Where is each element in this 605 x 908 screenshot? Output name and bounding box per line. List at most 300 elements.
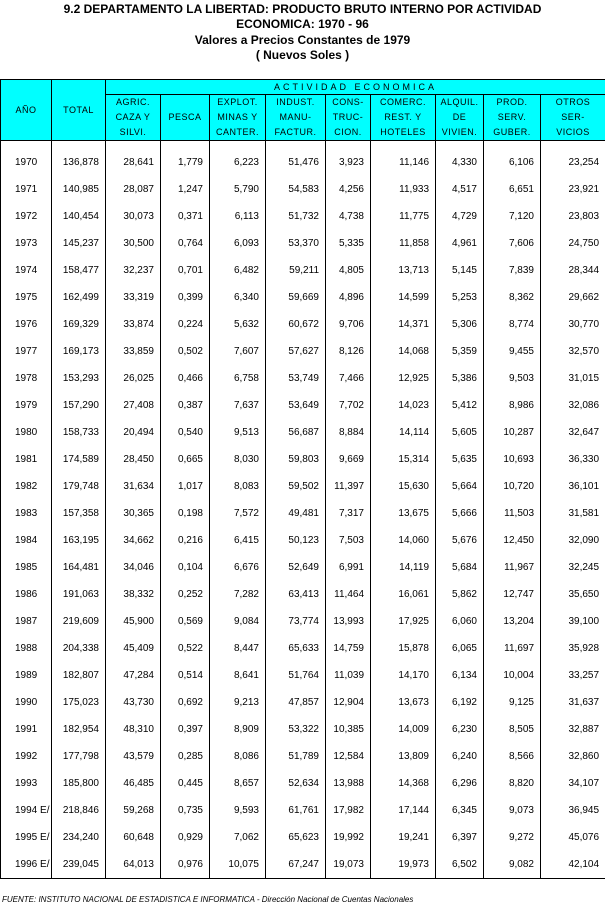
value-cell: 11,697 bbox=[484, 635, 541, 662]
value-cell: 0,252 bbox=[161, 581, 210, 608]
value-cell: 1,017 bbox=[161, 473, 210, 500]
value-cell: 6,093 bbox=[210, 230, 266, 257]
value-cell: 34,662 bbox=[106, 527, 161, 554]
value-cell: 54,583 bbox=[266, 176, 326, 203]
value-cell: 23,803 bbox=[541, 203, 605, 230]
value-cell: 36,101 bbox=[541, 473, 605, 500]
value-cell: 5,306 bbox=[436, 311, 484, 338]
value-cell: 5,666 bbox=[436, 500, 484, 527]
value-cell: 5,684 bbox=[436, 554, 484, 581]
value-cell: 63,413 bbox=[266, 581, 326, 608]
value-cell: 8,566 bbox=[484, 743, 541, 770]
spacer-cell bbox=[484, 141, 541, 150]
year-cell: 1970 bbox=[1, 149, 52, 176]
year-cell: 1975 bbox=[1, 284, 52, 311]
value-cell: 51,789 bbox=[266, 743, 326, 770]
value-cell: 182,954 bbox=[52, 716, 106, 743]
value-cell: 53,370 bbox=[266, 230, 326, 257]
value-cell: 14,119 bbox=[371, 554, 436, 581]
table-row bbox=[1, 689, 605, 716]
value-cell: 52,649 bbox=[266, 554, 326, 581]
value-cell: 11,464 bbox=[326, 581, 371, 608]
header-column-line: OTROS bbox=[555, 97, 591, 107]
value-cell: 136,878 bbox=[52, 149, 106, 176]
value-cell: 32,860 bbox=[541, 743, 605, 770]
value-cell: 28,087 bbox=[106, 176, 161, 203]
value-cell: 8,362 bbox=[484, 284, 541, 311]
header-column-line: MANU- bbox=[279, 112, 312, 122]
value-cell: 5,664 bbox=[436, 473, 484, 500]
table-row bbox=[1, 311, 605, 338]
value-cell: 13,675 bbox=[371, 500, 436, 527]
year-cell: 1995 E/ bbox=[1, 824, 52, 851]
value-cell: 9,125 bbox=[484, 689, 541, 716]
value-cell: 12,904 bbox=[326, 689, 371, 716]
value-cell: 4,805 bbox=[326, 257, 371, 284]
value-cell: 11,858 bbox=[371, 230, 436, 257]
header-column-line: PROD. bbox=[496, 97, 528, 107]
value-cell: 191,063 bbox=[52, 581, 106, 608]
value-cell: 8,641 bbox=[210, 662, 266, 689]
value-cell: 7,282 bbox=[210, 581, 266, 608]
value-cell: 0,387 bbox=[161, 392, 210, 419]
value-cell: 6,651 bbox=[484, 176, 541, 203]
value-cell: 0,224 bbox=[161, 311, 210, 338]
year-cell: 1996 E/ bbox=[1, 851, 52, 879]
value-cell: 9,213 bbox=[210, 689, 266, 716]
value-cell: 157,290 bbox=[52, 392, 106, 419]
value-cell: 59,502 bbox=[266, 473, 326, 500]
value-cell: 6,676 bbox=[210, 554, 266, 581]
value-cell: 31,015 bbox=[541, 365, 605, 392]
value-cell: 6,106 bbox=[484, 149, 541, 176]
value-cell: 1,247 bbox=[161, 176, 210, 203]
value-cell: 32,237 bbox=[106, 257, 161, 284]
value-cell: 8,909 bbox=[210, 716, 266, 743]
spacer-cell bbox=[106, 141, 161, 150]
value-cell: 11,967 bbox=[484, 554, 541, 581]
value-cell: 10,004 bbox=[484, 662, 541, 689]
value-cell: 153,293 bbox=[52, 365, 106, 392]
value-cell: 0,285 bbox=[161, 743, 210, 770]
table-row bbox=[1, 824, 605, 851]
value-cell: 51,476 bbox=[266, 149, 326, 176]
value-cell: 6,296 bbox=[436, 770, 484, 797]
value-cell: 0,466 bbox=[161, 365, 210, 392]
value-cell: 9,706 bbox=[326, 311, 371, 338]
spacer-cell bbox=[541, 141, 605, 150]
year-cell: 1980 bbox=[1, 419, 52, 446]
value-cell: 182,807 bbox=[52, 662, 106, 689]
table-row bbox=[1, 473, 605, 500]
table-row bbox=[1, 176, 605, 203]
value-cell: 6,991 bbox=[326, 554, 371, 581]
value-cell: 32,887 bbox=[541, 716, 605, 743]
spacer-cell bbox=[161, 141, 210, 150]
value-cell: 4,517 bbox=[436, 176, 484, 203]
value-cell: 23,921 bbox=[541, 176, 605, 203]
value-cell: 43,579 bbox=[106, 743, 161, 770]
value-cell: 8,820 bbox=[484, 770, 541, 797]
value-cell: 8,126 bbox=[326, 338, 371, 365]
value-cell: 11,775 bbox=[371, 203, 436, 230]
table-row bbox=[1, 716, 605, 743]
header-column-line: PESCA bbox=[168, 112, 202, 122]
value-cell: 23,254 bbox=[541, 149, 605, 176]
value-cell: 5,676 bbox=[436, 527, 484, 554]
year-cell: 1983 bbox=[1, 500, 52, 527]
year-cell: 1974 bbox=[1, 257, 52, 284]
header-year: AÑO bbox=[1, 80, 52, 141]
table-body bbox=[1, 141, 605, 879]
value-cell: 43,730 bbox=[106, 689, 161, 716]
year-cell: 1985 bbox=[1, 554, 52, 581]
value-cell: 28,641 bbox=[106, 149, 161, 176]
value-cell: 177,798 bbox=[52, 743, 106, 770]
table-subtitle: Valores a Precios Constantes de 1979 bbox=[194, 33, 411, 47]
value-cell: 7,839 bbox=[484, 257, 541, 284]
value-cell: 5,253 bbox=[436, 284, 484, 311]
header-activity-column bbox=[106, 95, 161, 141]
value-cell: 73,774 bbox=[266, 608, 326, 635]
header-column-line: ALQUIL. bbox=[440, 97, 479, 107]
value-cell: 51,732 bbox=[266, 203, 326, 230]
value-cell: 14,023 bbox=[371, 392, 436, 419]
value-cell: 0,502 bbox=[161, 338, 210, 365]
value-cell: 51,764 bbox=[266, 662, 326, 689]
value-cell: 13,713 bbox=[371, 257, 436, 284]
value-cell: 11,503 bbox=[484, 500, 541, 527]
value-cell: 14,368 bbox=[371, 770, 436, 797]
value-cell: 0,198 bbox=[161, 500, 210, 527]
header-column-line: SER- bbox=[561, 112, 585, 122]
value-cell: 5,635 bbox=[436, 446, 484, 473]
value-cell: 234,240 bbox=[52, 824, 106, 851]
header-activity-column bbox=[210, 95, 266, 141]
year-cell: 1977 bbox=[1, 338, 52, 365]
header-column-line: SILVI. bbox=[119, 127, 147, 137]
value-cell: 0,397 bbox=[161, 716, 210, 743]
header-column-line: INDUST. bbox=[276, 97, 315, 107]
value-cell: 5,862 bbox=[436, 581, 484, 608]
value-cell: 24,750 bbox=[541, 230, 605, 257]
header-column-line: HOTELES bbox=[380, 127, 426, 137]
value-cell: 6,240 bbox=[436, 743, 484, 770]
value-cell: 47,857 bbox=[266, 689, 326, 716]
value-cell: 6,340 bbox=[210, 284, 266, 311]
value-cell: 8,447 bbox=[210, 635, 266, 662]
table-row bbox=[1, 851, 605, 879]
value-cell: 33,859 bbox=[106, 338, 161, 365]
spacer-cell bbox=[266, 141, 326, 150]
value-cell: 0,701 bbox=[161, 257, 210, 284]
value-cell: 30,770 bbox=[541, 311, 605, 338]
value-cell: 158,733 bbox=[52, 419, 106, 446]
value-cell: 5,386 bbox=[436, 365, 484, 392]
table-row bbox=[1, 203, 605, 230]
value-cell: 59,268 bbox=[106, 797, 161, 824]
value-cell: 3,923 bbox=[326, 149, 371, 176]
table-row bbox=[1, 743, 605, 770]
value-cell: 13,809 bbox=[371, 743, 436, 770]
value-cell: 6,397 bbox=[436, 824, 484, 851]
value-cell: 14,759 bbox=[326, 635, 371, 662]
value-cell: 14,371 bbox=[371, 311, 436, 338]
value-cell: 11,933 bbox=[371, 176, 436, 203]
value-cell: 30,365 bbox=[106, 500, 161, 527]
table-row bbox=[1, 419, 605, 446]
value-cell: 32,647 bbox=[541, 419, 605, 446]
value-cell: 8,884 bbox=[326, 419, 371, 446]
header-column-line: CAZA Y bbox=[115, 112, 151, 122]
header-column-line: TRUC- bbox=[332, 112, 364, 122]
table-row bbox=[1, 257, 605, 284]
value-cell: 30,073 bbox=[106, 203, 161, 230]
value-cell: 0,929 bbox=[161, 824, 210, 851]
header-activity-column bbox=[484, 95, 541, 141]
header-activity-column bbox=[266, 95, 326, 141]
spacer-cell bbox=[436, 141, 484, 150]
value-cell: 64,013 bbox=[106, 851, 161, 879]
year-cell: 1993 bbox=[1, 770, 52, 797]
value-cell: 5,359 bbox=[436, 338, 484, 365]
value-cell: 7,466 bbox=[326, 365, 371, 392]
value-cell: 65,633 bbox=[266, 635, 326, 662]
table-row bbox=[1, 662, 605, 689]
value-cell: 218,846 bbox=[52, 797, 106, 824]
value-cell: 19,241 bbox=[371, 824, 436, 851]
year-cell: 1976 bbox=[1, 311, 52, 338]
header-activity-column bbox=[326, 95, 371, 141]
header-column-line: VIVIEN. bbox=[441, 127, 478, 137]
value-cell: 0,522 bbox=[161, 635, 210, 662]
value-cell: 53,749 bbox=[266, 365, 326, 392]
value-cell: 13,988 bbox=[326, 770, 371, 797]
spacer-cell bbox=[52, 141, 106, 150]
value-cell: 17,925 bbox=[371, 608, 436, 635]
value-cell: 38,332 bbox=[106, 581, 161, 608]
year-cell: 1978 bbox=[1, 365, 52, 392]
header-column-line: FACTUR. bbox=[274, 127, 317, 137]
value-cell: 9,455 bbox=[484, 338, 541, 365]
value-cell: 19,973 bbox=[371, 851, 436, 879]
value-cell: 53,322 bbox=[266, 716, 326, 743]
value-cell: 0,104 bbox=[161, 554, 210, 581]
value-cell: 6,060 bbox=[436, 608, 484, 635]
value-cell: 7,607 bbox=[210, 338, 266, 365]
year-cell: 1991 bbox=[1, 716, 52, 743]
value-cell: 6,113 bbox=[210, 203, 266, 230]
value-cell: 7,120 bbox=[484, 203, 541, 230]
value-cell: 45,900 bbox=[106, 608, 161, 635]
table-row bbox=[1, 554, 605, 581]
value-cell: 16,061 bbox=[371, 581, 436, 608]
year-cell: 1987 bbox=[1, 608, 52, 635]
table-row bbox=[1, 635, 605, 662]
value-cell: 7,702 bbox=[326, 392, 371, 419]
value-cell: 53,649 bbox=[266, 392, 326, 419]
value-cell: 7,062 bbox=[210, 824, 266, 851]
year-cell: 1990 bbox=[1, 689, 52, 716]
table-row bbox=[1, 392, 605, 419]
value-cell: 5,632 bbox=[210, 311, 266, 338]
value-cell: 5,790 bbox=[210, 176, 266, 203]
value-cell: 59,803 bbox=[266, 446, 326, 473]
value-cell: 6,502 bbox=[436, 851, 484, 879]
value-cell: 162,499 bbox=[52, 284, 106, 311]
table-row bbox=[1, 527, 605, 554]
header-activity-column bbox=[436, 95, 484, 141]
value-cell: 28,450 bbox=[106, 446, 161, 473]
value-cell: 12,450 bbox=[484, 527, 541, 554]
value-cell: 42,104 bbox=[541, 851, 605, 879]
value-cell: 10,720 bbox=[484, 473, 541, 500]
value-cell: 36,330 bbox=[541, 446, 605, 473]
table-row bbox=[1, 500, 605, 527]
value-cell: 9,084 bbox=[210, 608, 266, 635]
value-cell: 5,145 bbox=[436, 257, 484, 284]
header-column-line: SERV. bbox=[497, 112, 527, 122]
value-cell: 7,637 bbox=[210, 392, 266, 419]
value-cell: 8,086 bbox=[210, 743, 266, 770]
value-cell: 67,247 bbox=[266, 851, 326, 879]
value-cell: 6,065 bbox=[436, 635, 484, 662]
value-cell: 12,584 bbox=[326, 743, 371, 770]
value-cell: 4,729 bbox=[436, 203, 484, 230]
value-cell: 6,192 bbox=[436, 689, 484, 716]
value-cell: 14,599 bbox=[371, 284, 436, 311]
value-cell: 12,747 bbox=[484, 581, 541, 608]
value-cell: 0,399 bbox=[161, 284, 210, 311]
value-cell: 8,986 bbox=[484, 392, 541, 419]
value-cell: 9,593 bbox=[210, 797, 266, 824]
value-cell: 39,100 bbox=[541, 608, 605, 635]
header-activity-column bbox=[371, 95, 436, 141]
header-activity-group: ACTIVIDAD ECONOMICA bbox=[106, 80, 605, 95]
year-cell: 1986 bbox=[1, 581, 52, 608]
value-cell: 45,076 bbox=[541, 824, 605, 851]
value-cell: 6,134 bbox=[436, 662, 484, 689]
header-column-line: CION. bbox=[334, 127, 362, 137]
value-cell: 0,216 bbox=[161, 527, 210, 554]
value-cell: 47,284 bbox=[106, 662, 161, 689]
value-cell: 4,330 bbox=[436, 149, 484, 176]
value-cell: 204,338 bbox=[52, 635, 106, 662]
value-cell: 10,385 bbox=[326, 716, 371, 743]
table-title-line-2: ECONOMICA: 1970 - 96 bbox=[236, 17, 369, 31]
value-cell: 14,068 bbox=[371, 338, 436, 365]
value-cell: 34,046 bbox=[106, 554, 161, 581]
value-cell: 174,589 bbox=[52, 446, 106, 473]
value-cell: 169,173 bbox=[52, 338, 106, 365]
header-column-line: CONS- bbox=[332, 97, 364, 107]
year-cell: 1984 bbox=[1, 527, 52, 554]
table-header bbox=[1, 80, 605, 141]
year-cell: 1981 bbox=[1, 446, 52, 473]
spacer-cell bbox=[1, 141, 52, 150]
value-cell: 0,445 bbox=[161, 770, 210, 797]
year-cell: 1992 bbox=[1, 743, 52, 770]
value-cell: 11,146 bbox=[371, 149, 436, 176]
year-cell: 1979 bbox=[1, 392, 52, 419]
value-cell: 163,195 bbox=[52, 527, 106, 554]
value-cell: 9,669 bbox=[326, 446, 371, 473]
value-cell: 4,256 bbox=[326, 176, 371, 203]
value-cell: 57,627 bbox=[266, 338, 326, 365]
value-cell: 4,896 bbox=[326, 284, 371, 311]
value-cell: 32,090 bbox=[541, 527, 605, 554]
table-title-line-1: 9.2 DEPARTAMENTO LA LIBERTAD: PRODUCTO BRUTO INTERNO POR ACTIVIDAD bbox=[63, 2, 542, 16]
value-cell: 7,503 bbox=[326, 527, 371, 554]
value-cell: 9,073 bbox=[484, 797, 541, 824]
value-cell: 56,687 bbox=[266, 419, 326, 446]
value-cell: 0,540 bbox=[161, 419, 210, 446]
header-column-line: MINAS Y bbox=[217, 112, 258, 122]
value-cell: 8,657 bbox=[210, 770, 266, 797]
value-cell: 11,397 bbox=[326, 473, 371, 500]
value-cell: 140,454 bbox=[52, 203, 106, 230]
spacer-cell bbox=[371, 141, 436, 150]
value-cell: 33,257 bbox=[541, 662, 605, 689]
value-cell: 7,572 bbox=[210, 500, 266, 527]
value-cell: 6,415 bbox=[210, 527, 266, 554]
value-cell: 175,023 bbox=[52, 689, 106, 716]
value-cell: 5,335 bbox=[326, 230, 371, 257]
year-cell: 1971 bbox=[1, 176, 52, 203]
year-cell: 1988 bbox=[1, 635, 52, 662]
value-cell: 29,662 bbox=[541, 284, 605, 311]
value-cell: 10,287 bbox=[484, 419, 541, 446]
value-cell: 13,204 bbox=[484, 608, 541, 635]
value-cell: 60,648 bbox=[106, 824, 161, 851]
value-cell: 14,009 bbox=[371, 716, 436, 743]
value-cell: 65,623 bbox=[266, 824, 326, 851]
header-column-line: CANTER. bbox=[215, 127, 259, 137]
value-cell: 48,310 bbox=[106, 716, 161, 743]
value-cell: 0,665 bbox=[161, 446, 210, 473]
value-cell: 8,774 bbox=[484, 311, 541, 338]
value-cell: 60,672 bbox=[266, 311, 326, 338]
value-cell: 9,503 bbox=[484, 365, 541, 392]
header-total: TOTAL bbox=[52, 80, 106, 141]
value-cell: 32,570 bbox=[541, 338, 605, 365]
value-cell: 157,358 bbox=[52, 500, 106, 527]
value-cell: 46,485 bbox=[106, 770, 161, 797]
gdp-table bbox=[0, 79, 605, 879]
value-cell: 50,123 bbox=[266, 527, 326, 554]
value-cell: 7,317 bbox=[326, 500, 371, 527]
value-cell: 14,170 bbox=[371, 662, 436, 689]
spacer-cell bbox=[210, 141, 266, 150]
value-cell: 52,634 bbox=[266, 770, 326, 797]
value-cell: 8,083 bbox=[210, 473, 266, 500]
value-cell: 6,223 bbox=[210, 149, 266, 176]
table-row bbox=[1, 608, 605, 635]
table-row bbox=[1, 284, 605, 311]
value-cell: 140,985 bbox=[52, 176, 106, 203]
value-cell: 59,669 bbox=[266, 284, 326, 311]
value-cell: 9,082 bbox=[484, 851, 541, 879]
value-cell: 12,925 bbox=[371, 365, 436, 392]
value-cell: 15,314 bbox=[371, 446, 436, 473]
table-row bbox=[1, 149, 605, 176]
header-column-line: EXPLOT. bbox=[217, 97, 258, 107]
value-cell: 169,329 bbox=[52, 311, 106, 338]
table-row bbox=[1, 338, 605, 365]
value-cell: 32,086 bbox=[541, 392, 605, 419]
value-cell: 0,764 bbox=[161, 230, 210, 257]
value-cell: 32,245 bbox=[541, 554, 605, 581]
